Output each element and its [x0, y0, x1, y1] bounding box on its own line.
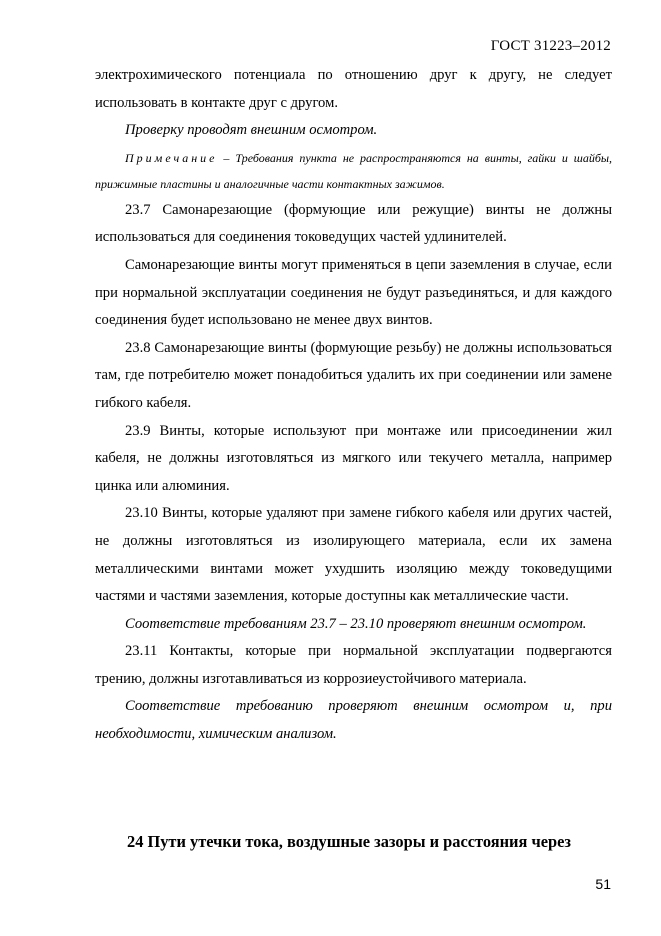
paragraph-23-9: 23.9 Винты, которые используют при монтаже или присоединении жил кабеля, не должны изготовляться из мягкого или текучего металла, например цинка или алюминия.	[95, 422, 612, 494]
paragraph-check-note: Проверку проводят внешним осмотром.	[125, 122, 378, 139]
note-label: Примечание	[125, 150, 218, 165]
paragraph-continuation: электрохимического потенциала по отношению друг к другу, не следует использовать в контакте друг с другом.	[95, 67, 612, 111]
document-header: ГОСТ 31223–2012	[490, 38, 611, 54]
page-number: 51	[595, 876, 611, 892]
paragraph-23-7: 23.7 Самонарезающие (формующие или режущие) винты не должны использоваться для соединения токоведущих частей удлинителей.	[95, 201, 612, 246]
paragraph-compliance-23-11: Соответствие требованию проверяют внешним осмотром и, при необходимости, химическим анализом.	[95, 698, 612, 743]
paragraph-23-8: 23.8 Самонарезающие винты (формующие резьбу) не должны использоваться там, где потребителю может понадобиться удалить их при соединении или замене гибкого кабеля.	[95, 339, 612, 411]
paragraph-23-10: 23.10 Винты, которые удаляют при замене гибкого кабеля или других частей, не должны изготовляться из изолирующего материала, если их замена металлическими винтами может ухудшить изоляцию между токоведущими частями и частями заземления, которые доступны как металлические части.	[95, 505, 612, 605]
section-heading-24: 24 Пути утечки тока, воздушные зазоры и расстояния через	[127, 832, 571, 851]
paragraph-compliance-23-7-23-10: Соответствие требованиям 23.7 – 23.10 проверяют внешним осмотром.	[125, 615, 587, 632]
paragraph-self-tapping: Самонарезающие винты могут применяться в цепи заземления в случае, если при нормальной эксплуатации соединения не будут разъединяться, и для каждого соединения будет использовано не менее двух винтов.	[95, 256, 612, 329]
document-body	[95, 62, 612, 749]
paragraph-23-11: 23.11 Контакты, которые при нормальной эксплуатации подвергаются трению, должны изготавливаться из коррозиеустойчивого материала.	[95, 643, 612, 687]
note-block	[95, 145, 612, 197]
note-text: – Требования пункта не распространяются на винты, гайки и шайбы, прижимные пластины и аналогичные части контактных зажимов.	[95, 150, 612, 191]
